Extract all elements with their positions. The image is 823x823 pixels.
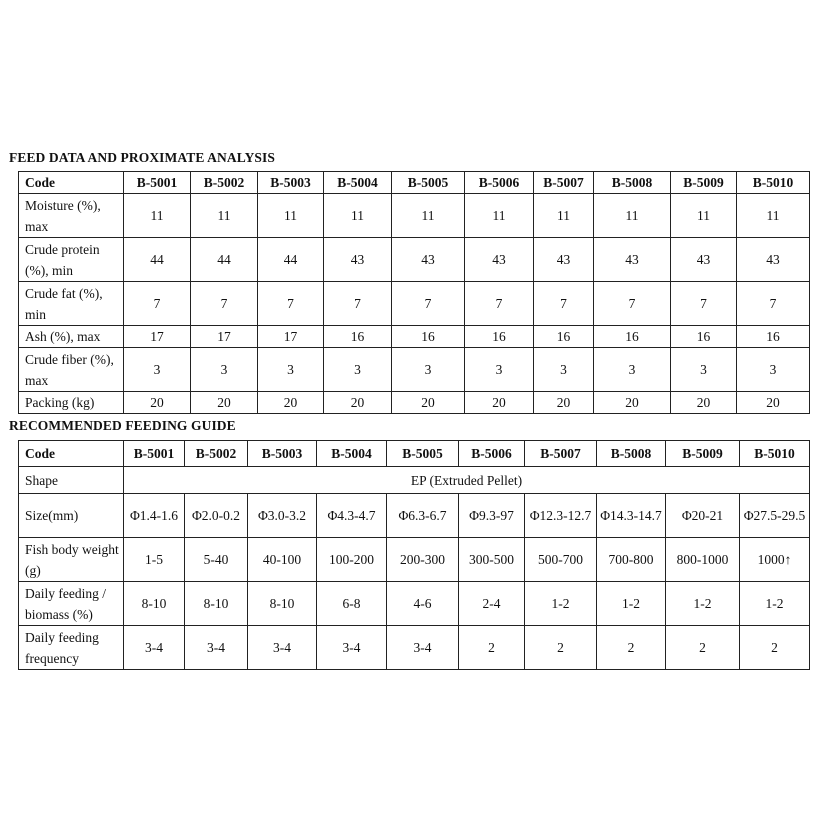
table-row <box>19 582 810 626</box>
row-label: Packing (kg) <box>19 392 124 414</box>
code-b-5010: B-5010 <box>740 441 810 467</box>
table-cell: 43 <box>324 238 392 282</box>
table-row <box>19 626 810 670</box>
table-cell: 2 <box>666 626 740 670</box>
table-cell: 3 <box>191 348 258 392</box>
table-cell: 16 <box>671 326 737 348</box>
table-cell: 3-4 <box>387 626 459 670</box>
table-cell: 200-300 <box>387 538 459 582</box>
table-cell: 43 <box>534 238 594 282</box>
table-cell: 20 <box>737 392 810 414</box>
table-cell: 300-500 <box>459 538 525 582</box>
table-cell: 20 <box>124 392 191 414</box>
table-cell: Φ3.0-3.2 <box>248 494 317 538</box>
table-row <box>19 282 810 326</box>
table-cell: Φ4.3-4.7 <box>317 494 387 538</box>
table-cell: 17 <box>191 326 258 348</box>
table-row <box>19 538 810 582</box>
code-b-5006: B-5006 <box>459 441 525 467</box>
table-cell: 3 <box>258 348 324 392</box>
table-cell: 3-4 <box>317 626 387 670</box>
shape-row <box>19 467 810 494</box>
table-cell: 11 <box>191 194 258 238</box>
table-cell: 3 <box>465 348 534 392</box>
table-cell: 40-100 <box>248 538 317 582</box>
code-b-5007: B-5007 <box>534 172 594 194</box>
table-row <box>19 238 810 282</box>
table-cell: 7 <box>594 282 671 326</box>
table-cell: 16 <box>534 326 594 348</box>
table-cell: 7 <box>392 282 465 326</box>
table-cell: 11 <box>594 194 671 238</box>
table-row <box>19 392 810 414</box>
code-b-5005: B-5005 <box>392 172 465 194</box>
table-cell: Φ9.3-97 <box>459 494 525 538</box>
table-cell: 2 <box>597 626 666 670</box>
table-cell: 1-2 <box>740 582 810 626</box>
table-cell: 44 <box>258 238 324 282</box>
table-cell: 3-4 <box>124 626 185 670</box>
table-cell: 11 <box>258 194 324 238</box>
table-cell: 1-2 <box>525 582 597 626</box>
table-cell: 100-200 <box>317 538 387 582</box>
table-cell: 7 <box>191 282 258 326</box>
table-cell: 20 <box>392 392 465 414</box>
table-cell: 7 <box>124 282 191 326</box>
table-cell: Φ2.0-0.2 <box>185 494 248 538</box>
table-cell: Φ6.3-6.7 <box>387 494 459 538</box>
code-b-5001: B-5001 <box>124 172 191 194</box>
table-cell: Φ27.5-29.5 <box>740 494 810 538</box>
row-label: Crude fiber (%), max <box>19 348 124 392</box>
table-cell: Φ20-21 <box>666 494 740 538</box>
table-cell: Φ12.3-12.7 <box>525 494 597 538</box>
table-cell: 16 <box>392 326 465 348</box>
table-cell: 6-8 <box>317 582 387 626</box>
feed-data-table <box>18 171 810 414</box>
code-b-5008: B-5008 <box>597 441 666 467</box>
table-cell: 16 <box>594 326 671 348</box>
table-cell: 16 <box>737 326 810 348</box>
table-cell: 43 <box>594 238 671 282</box>
table-cell: 20 <box>191 392 258 414</box>
table-cell: 3 <box>737 348 810 392</box>
table-cell: 11 <box>124 194 191 238</box>
table-cell: 2 <box>740 626 810 670</box>
row-label: Crude protein (%), min <box>19 238 124 282</box>
table-cell: 20 <box>465 392 534 414</box>
table-cell: 4-6 <box>387 582 459 626</box>
table-cell: 700-800 <box>597 538 666 582</box>
code-b-5001: B-5001 <box>124 441 185 467</box>
code-b-5002: B-5002 <box>191 172 258 194</box>
feeding-guide-table <box>18 440 810 670</box>
table-cell: 43 <box>671 238 737 282</box>
table-cell: 2 <box>525 626 597 670</box>
table-cell: 3-4 <box>248 626 317 670</box>
table-cell: 3 <box>534 348 594 392</box>
table-cell: 3 <box>594 348 671 392</box>
table-cell: 3 <box>392 348 465 392</box>
table-cell: 3-4 <box>185 626 248 670</box>
row-label: Crude fat (%), min <box>19 282 124 326</box>
table-cell: 2-4 <box>459 582 525 626</box>
code-b-5009: B-5009 <box>671 172 737 194</box>
table-cell: 20 <box>671 392 737 414</box>
table-cell: 11 <box>324 194 392 238</box>
table-cell: 7 <box>671 282 737 326</box>
code-b-5010: B-5010 <box>737 172 810 194</box>
table-cell: 16 <box>324 326 392 348</box>
table-cell: 3 <box>324 348 392 392</box>
table-cell: 11 <box>465 194 534 238</box>
table-cell: 1-2 <box>666 582 740 626</box>
code-header: Code <box>19 172 124 194</box>
table-row <box>19 494 810 538</box>
table-cell: 7 <box>534 282 594 326</box>
table-cell: 11 <box>392 194 465 238</box>
table-cell: 44 <box>191 238 258 282</box>
row-label: Fish body weight (g) <box>19 538 124 582</box>
code-b-5004: B-5004 <box>317 441 387 467</box>
row-label: Daily feeding / biomass (%) <box>19 582 124 626</box>
row-label: Size(mm) <box>19 494 124 538</box>
table-cell: 3 <box>124 348 191 392</box>
table-cell: 8-10 <box>248 582 317 626</box>
table-cell: 8-10 <box>185 582 248 626</box>
table-cell: 43 <box>392 238 465 282</box>
table-cell: Φ1.4-1.6 <box>124 494 185 538</box>
header-row <box>19 172 810 194</box>
table-cell: 20 <box>534 392 594 414</box>
table-cell: 7 <box>465 282 534 326</box>
table-cell: 20 <box>258 392 324 414</box>
table-cell: 8-10 <box>124 582 185 626</box>
table-cell: 11 <box>671 194 737 238</box>
code-b-5005: B-5005 <box>387 441 459 467</box>
feed-data-title: FEED DATA AND PROXIMATE ANALYSIS <box>9 150 275 165</box>
table-cell: 800-1000 <box>666 538 740 582</box>
table-cell: 7 <box>737 282 810 326</box>
table-cell: 16 <box>465 326 534 348</box>
code-b-5003: B-5003 <box>258 172 324 194</box>
row-label: Daily feeding frequency <box>19 626 124 670</box>
table-cell: 5-40 <box>185 538 248 582</box>
table-cell: 43 <box>737 238 810 282</box>
table-cell: 3 <box>671 348 737 392</box>
table-cell: 17 <box>124 326 191 348</box>
code-b-5006: B-5006 <box>465 172 534 194</box>
table-cell: 20 <box>594 392 671 414</box>
table-cell: 44 <box>124 238 191 282</box>
header-row <box>19 441 810 467</box>
feeding-guide-title: RECOMMENDED FEEDING GUIDE <box>9 418 236 433</box>
table-cell: 1-2 <box>597 582 666 626</box>
table-cell: 7 <box>258 282 324 326</box>
row-label: Moisture (%), max <box>19 194 124 238</box>
table-cell: 11 <box>737 194 810 238</box>
table-cell: 1-5 <box>124 538 185 582</box>
table-cell: Φ14.3-14.7 <box>597 494 666 538</box>
table-cell: 1000↑ <box>740 538 810 582</box>
code-b-5009: B-5009 <box>666 441 740 467</box>
table-cell: 43 <box>465 238 534 282</box>
table-row <box>19 326 810 348</box>
table-cell: 2 <box>459 626 525 670</box>
row-label: Ash (%), max <box>19 326 124 348</box>
code-header: Code <box>19 441 124 467</box>
code-b-5002: B-5002 <box>185 441 248 467</box>
code-b-5008: B-5008 <box>594 172 671 194</box>
shape-value: EP (Extruded Pellet) <box>124 467 810 494</box>
table-row <box>19 348 810 392</box>
table-row <box>19 194 810 238</box>
table-cell: 7 <box>324 282 392 326</box>
table-cell: 20 <box>324 392 392 414</box>
code-b-5004: B-5004 <box>324 172 392 194</box>
table-cell: 17 <box>258 326 324 348</box>
code-b-5003: B-5003 <box>248 441 317 467</box>
shape-label: Shape <box>19 467 124 494</box>
table-cell: 500-700 <box>525 538 597 582</box>
table-cell: 11 <box>534 194 594 238</box>
code-b-5007: B-5007 <box>525 441 597 467</box>
